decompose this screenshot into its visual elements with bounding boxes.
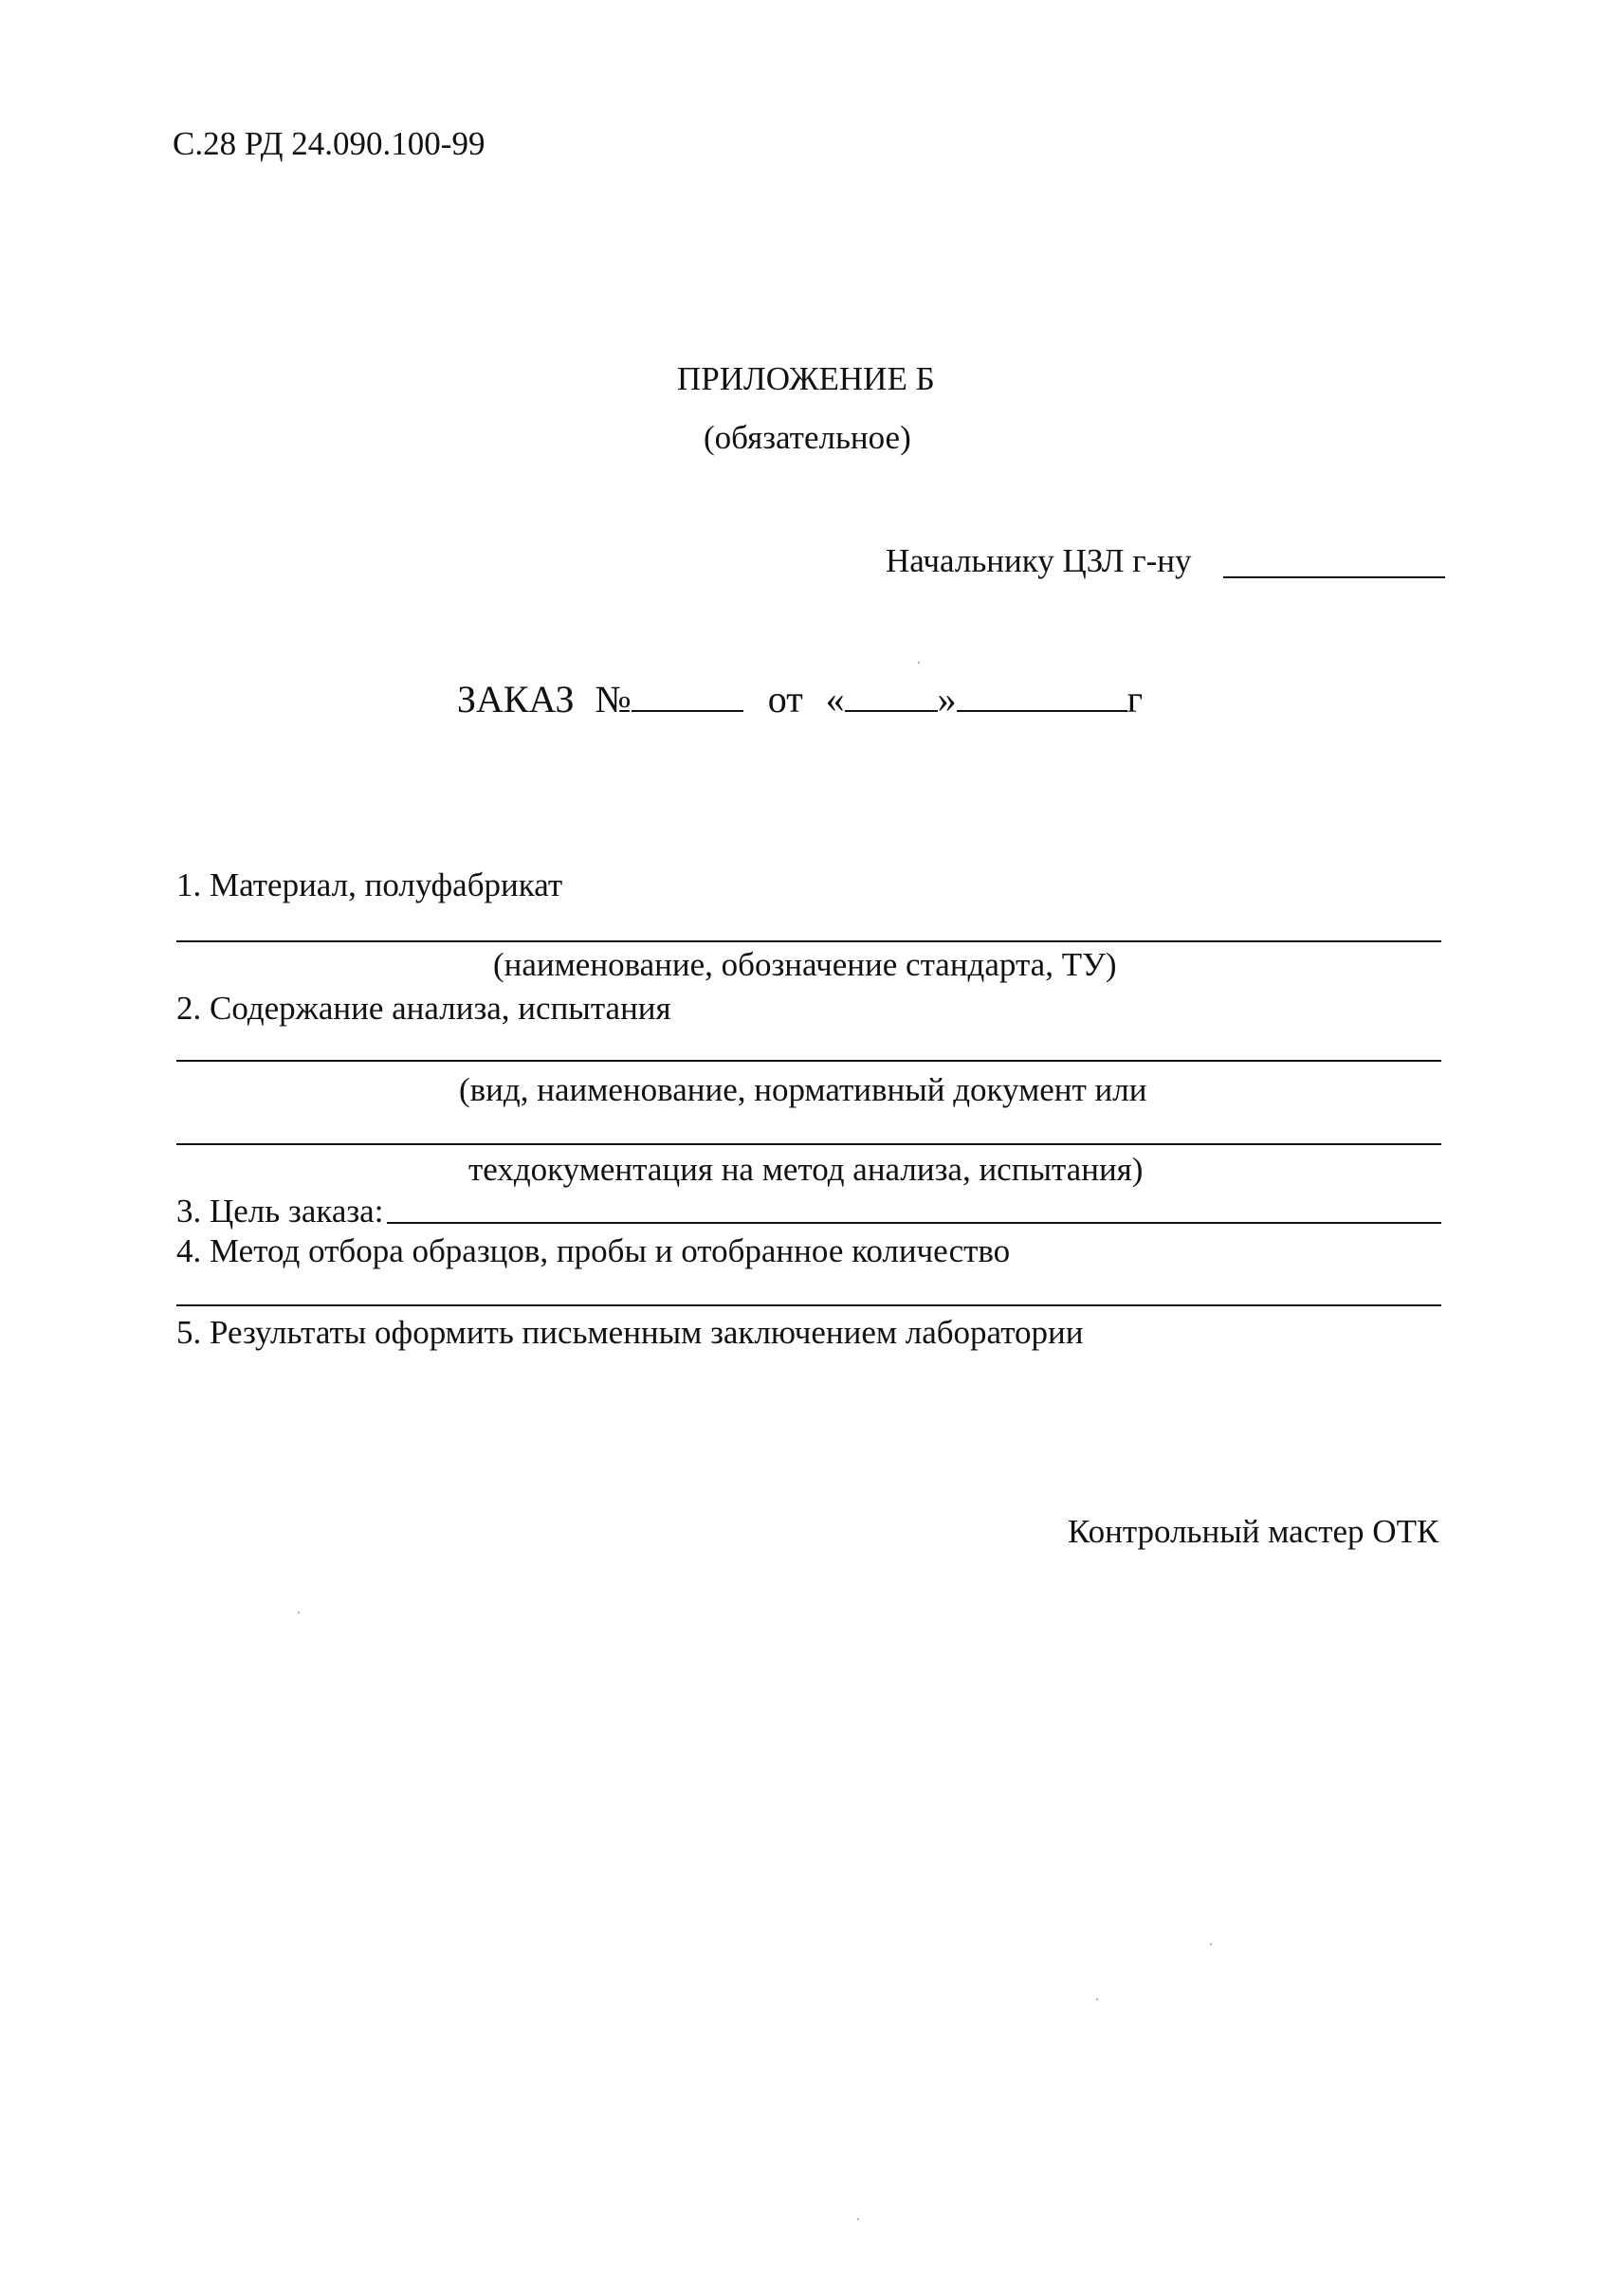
order-quote-open: « — [825, 678, 845, 720]
order-from: от — [767, 678, 803, 720]
order-quote-close: » — [937, 678, 957, 720]
item-3-label: 3. Цель заказа: — [176, 1193, 384, 1230]
order-month-blank[interactable] — [957, 683, 1127, 712]
scan-speck — [918, 662, 920, 664]
item-4-blank[interactable] — [176, 1304, 1441, 1306]
item-2-label: 2. Содержание анализа, испытания — [176, 990, 671, 1027]
scan-speck — [1210, 1943, 1212, 1945]
scan-speck — [857, 2218, 859, 2220]
item-3-row — [176, 1194, 1441, 1228]
item-1-label: 1. Материал, полуфабрикат — [176, 866, 563, 903]
item-1-caption: (наименование, обозначение стандарта, ТУ) — [493, 946, 1117, 983]
signature-label: Контрольный мастер ОТК — [1068, 1513, 1439, 1550]
scan-speck — [1096, 1998, 1098, 2000]
appendix-title: ПРИЛОЖЕНИЕ Б — [677, 360, 935, 397]
order-number-sign: № — [595, 678, 632, 720]
order-heading — [457, 678, 1144, 720]
item-5-label: 5. Результаты оформить письменным заключением лаборатории — [176, 1314, 1084, 1351]
addressee-blank[interactable] — [1223, 576, 1445, 578]
page-reference: С.28 РД 24.090.100-99 — [173, 125, 485, 162]
order-label: ЗАКАЗ — [457, 678, 575, 720]
order-day-blank[interactable] — [845, 683, 938, 712]
item-2-caption-1: (вид, наименование, нормативный документ или — [459, 1071, 1147, 1108]
addressee-label: Начальнику ЦЗЛ г-ну — [886, 542, 1192, 579]
item-2-caption-2: техдокументация на метод анализа, испытания) — [468, 1151, 1144, 1188]
appendix-status: (обязательное) — [704, 419, 911, 456]
item-2-blank-1[interactable] — [176, 1060, 1441, 1062]
scan-speck — [298, 1612, 300, 1613]
item-2-blank-2[interactable] — [176, 1143, 1441, 1145]
item-1-blank[interactable] — [176, 940, 1441, 942]
item-4-label: 4. Метод отбора образцов, пробы и отобранное количество — [176, 1232, 1011, 1269]
order-year-suffix: г — [1127, 678, 1144, 720]
item-3-blank[interactable] — [387, 1222, 1441, 1224]
order-number-blank[interactable] — [632, 683, 743, 712]
